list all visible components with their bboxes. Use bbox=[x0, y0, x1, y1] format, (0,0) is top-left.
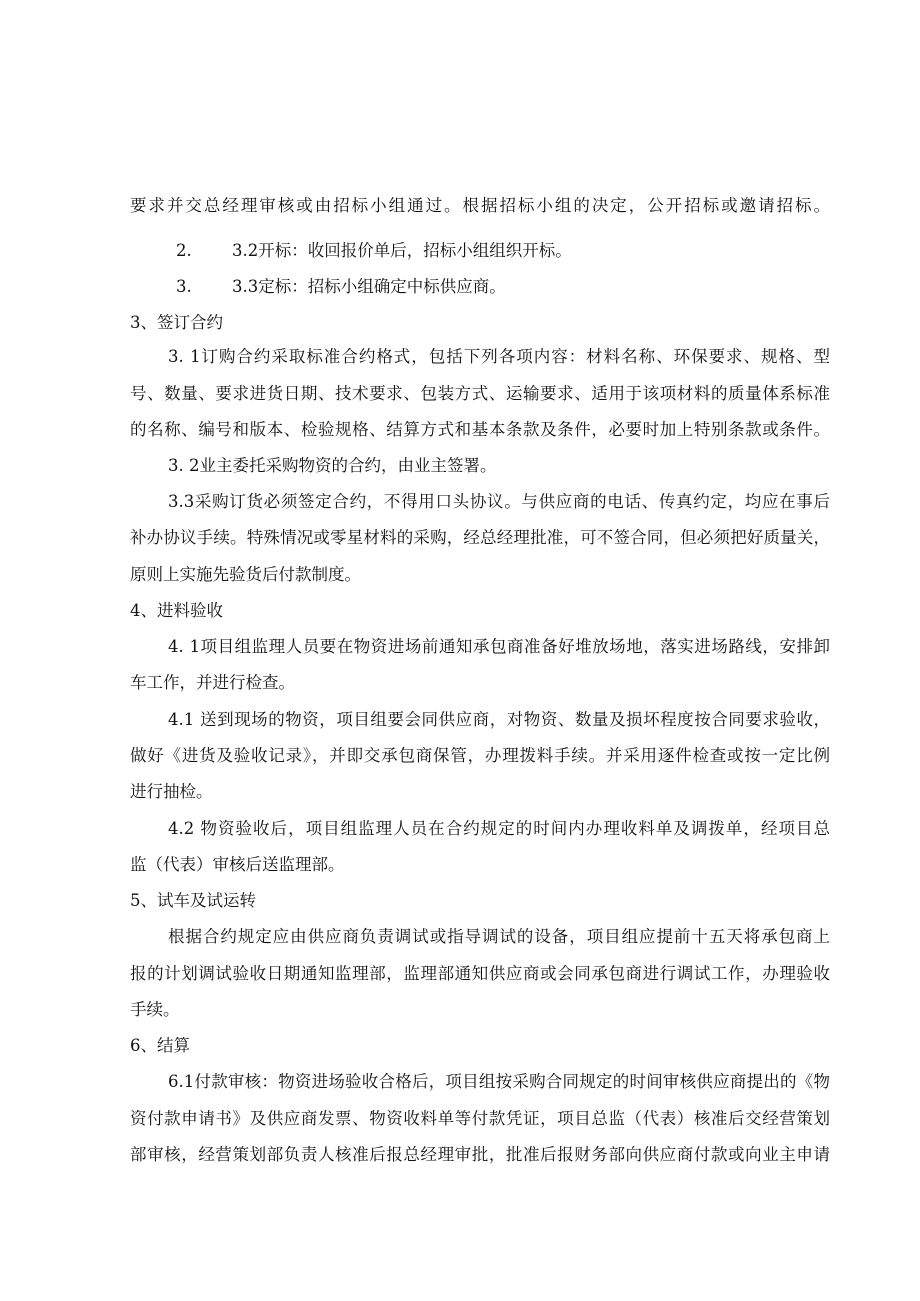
paragraph-line: 3. 1订购合约采取标准合约格式，包括下列各项内容：材料名称、环保要求、规格、型 bbox=[168, 347, 830, 366]
section-heading: 4、进料验收 bbox=[130, 601, 223, 620]
paragraph-line: 部审核，经营策划部负责人核准后报总经理审批，批准后报财务部向供应商付款或向业主申请 bbox=[130, 1145, 830, 1164]
paragraph-line: 号、数量、要求进货日期、技术要求、包装方式、运输要求、适用于该项材料的质量体系标准 bbox=[130, 384, 830, 403]
list-number: 3. bbox=[176, 277, 192, 296]
paragraph-line: 3. 2业主委托采购物资的合约，由业主签署。 bbox=[168, 456, 497, 475]
paragraph-line: 6.1付款审核：物资进场验收合格后，项目组按采购合同规定的时间审核供应商提出的《物 bbox=[168, 1072, 830, 1091]
list-item: 3.2开标：收回报价单后，招标小组组织开标。 bbox=[232, 241, 572, 260]
paragraph-line: 进行抽检。 bbox=[130, 782, 213, 801]
list-item: 3.3定标：招标小组确定中标供应商。 bbox=[232, 277, 506, 296]
section-heading: 5、试车及试运转 bbox=[130, 891, 256, 910]
paragraph-line: 根据合约规定应由供应商负责调试或指导调试的设备，项目组应提前十五天将承包商上 bbox=[168, 927, 830, 946]
paragraph-line: 资付款申请书》及供应商发票、物资收料单等付款凭证，项目总监（代表）核准后交经营策划 bbox=[130, 1109, 830, 1128]
paragraph-line: 报的计划调试验收日期通知监理部，监理部通知供应商或会同承包商进行调试工作，办理验收 bbox=[130, 964, 830, 983]
paragraph-line: 4.2 物资验收后，项目组监理人员在合约规定的时间内办理收料单及调拨单，经项目总 bbox=[168, 819, 830, 838]
paragraph-line: 车工作，并进行检查。 bbox=[130, 673, 295, 692]
list-number: 2. bbox=[176, 241, 192, 260]
paragraph-line: 补办协议手续。特殊情况或零星材料的采购，经总经理批准，可不签合同，但必须把好质量关， bbox=[130, 528, 830, 547]
paragraph-line: 监（代表）审核后送监理部。 bbox=[130, 855, 345, 874]
paragraph-line: 3.3采购订货必须签定合约，不得用口头协议。与供应商的电话、传真约定，均应在事后 bbox=[168, 492, 830, 511]
paragraph-line: 做好《进货及验收记录》，并即交承包商保管，办理拨料手续。并采用逐件检查或按一定比例 bbox=[130, 746, 830, 765]
paragraph-line: 原则上实施先验货后付款制度。 bbox=[130, 565, 361, 584]
section-heading: 3、签订合约 bbox=[130, 313, 223, 332]
paragraph-line: 的名称、编号和版本、检验规格、结算方式和基本条款及条件，必要时加上特别条款或条件。 bbox=[130, 420, 830, 439]
paragraph-line: 4.1 送到现场的物资，项目组要会同供应商，对物资、数量及损坏程度按合同要求验收， bbox=[168, 710, 830, 729]
paragraph-line: 要求并交总经理审核或由招标小组通过。根据招标小组的决定，公开招标或邀请招标。 bbox=[130, 196, 830, 215]
paragraph-line: 手续。 bbox=[130, 1000, 180, 1019]
paragraph-line: 4. 1项目组监理人员要在物资进场前通知承包商准备好堆放场地，落实进场路线，安排卸 bbox=[168, 637, 830, 656]
section-heading: 6、结算 bbox=[130, 1036, 190, 1055]
